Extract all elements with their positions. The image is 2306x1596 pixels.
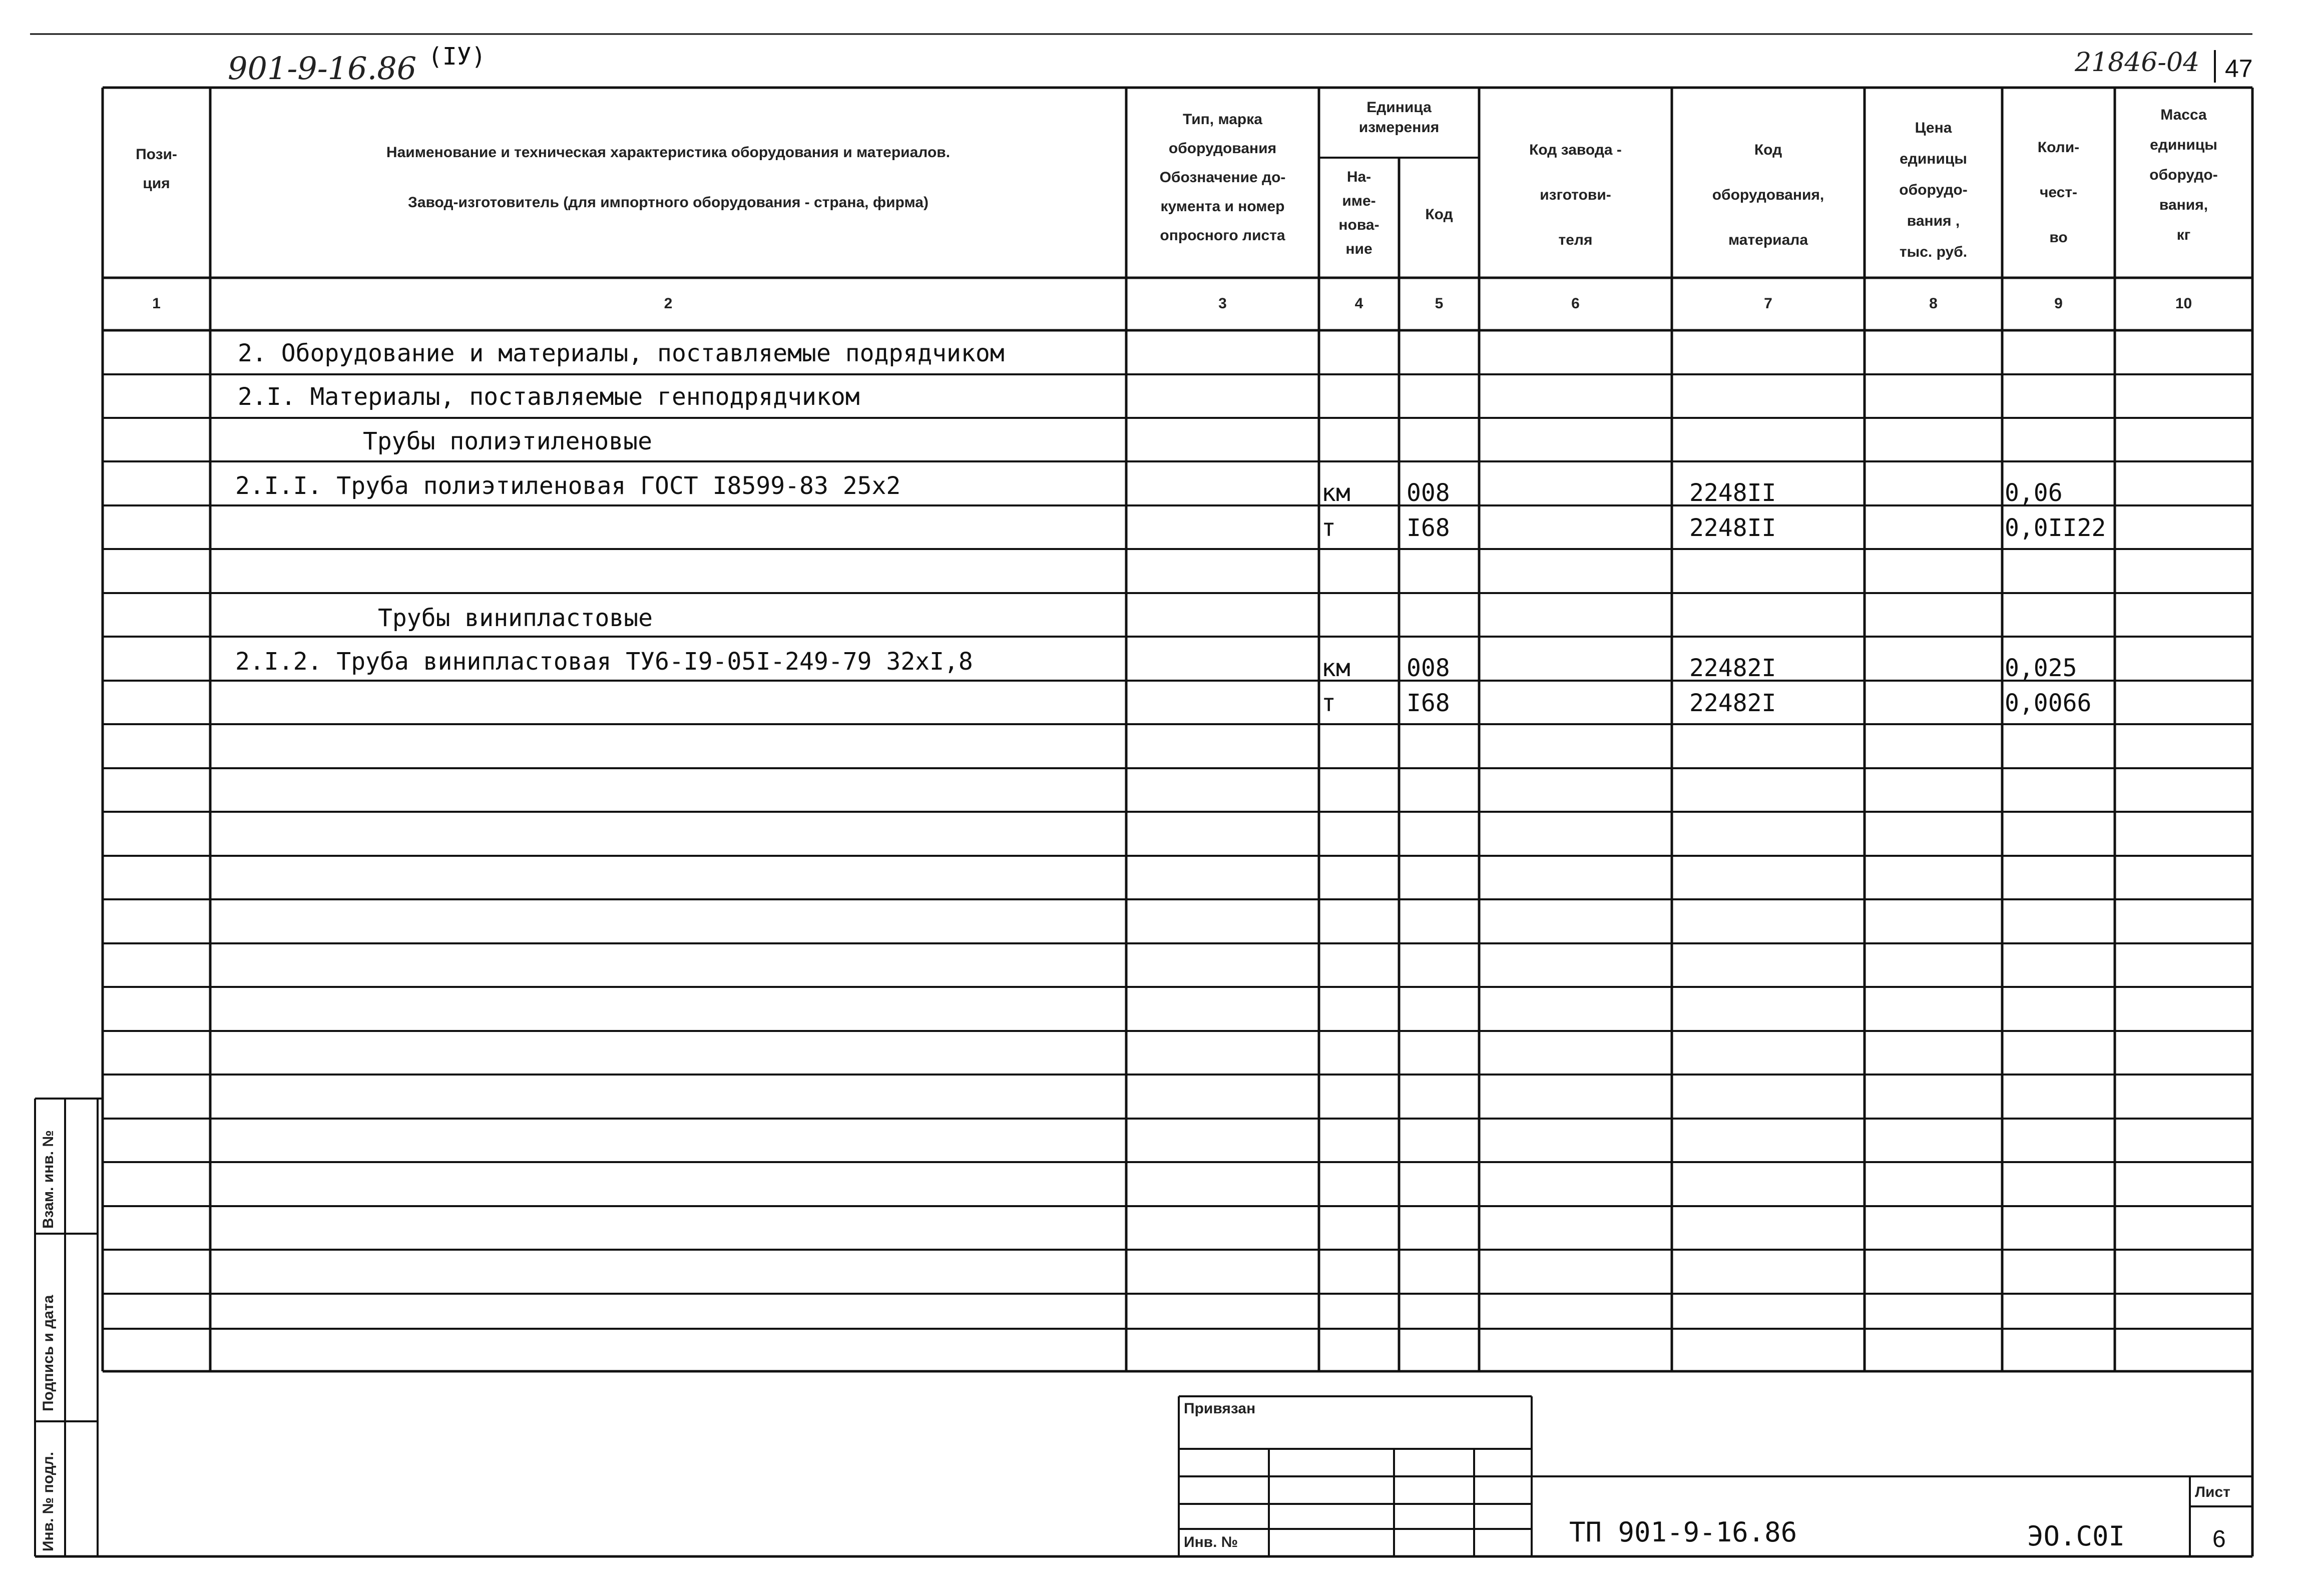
stamp-title: ТП 901-9-16.86 (1569, 1516, 1797, 1548)
stamp-inv-label: Инв. № (1184, 1534, 1238, 1550)
item-pe-code: 008 (1407, 479, 1450, 507)
header-col5: Код (1425, 206, 1453, 223)
inventory-code: 21846-04 (2075, 48, 2200, 78)
header-col1: Пози- ция (136, 146, 177, 192)
item-pvc-qty: 0,025 (2005, 654, 2077, 682)
colnum-9: 9 (2054, 295, 2063, 312)
item-pvc-unit: км (1321, 654, 1350, 682)
colnum-2: 2 (664, 295, 673, 312)
colnum-4: 4 (1354, 295, 1363, 312)
item-pe-qty: 0,06 (2005, 479, 2063, 507)
item-pvc-mat-code: 22482I (1689, 654, 1776, 682)
stamp-sheet-label: Лист (2195, 1484, 2230, 1500)
header-col2: Наименование и техническая характеристика оборудования и материалов. Завод-изготовитель (для импортного оборудования - страна, фирма) (386, 144, 951, 211)
side-label-signature-date: Подпись и дата (40, 1295, 57, 1411)
stamp-code: ЭО.С0I (2027, 1520, 2125, 1552)
item-pe-qty-t: 0,0II22 (2005, 514, 2106, 542)
item-pvc-pipe-name: 2.I.2. Труба винипластовая ТУ6-I9-05I-249-79 32xI,8 (235, 648, 973, 676)
item-pe-unit: км (1321, 479, 1350, 507)
item-pe-unit-t: т (1321, 514, 1336, 542)
header-col4: На- име- нова- ние (1338, 169, 1379, 257)
header-col7: Код оборудования, материала (1712, 142, 1824, 248)
colnum-10: 10 (2175, 295, 2192, 312)
item-pvc-code: 008 (1407, 654, 1450, 682)
item-pe-mat-code: 2248II (1689, 479, 1776, 507)
colnum-5: 5 (1435, 295, 1444, 312)
subsection-heading: 2.I. Материалы, поставляемые генподрядчиком (238, 383, 860, 411)
section-heading: 2. Оборудование и материалы, поставляемые подрядчиком (238, 339, 1005, 367)
colnum-7: 7 (1764, 295, 1772, 312)
group-heading-pvc: Трубы винипластовые (378, 604, 653, 632)
item-pvc-code-t: I68 (1407, 689, 1450, 717)
header-col10: Масса единицы оборудо- вания, кг (2149, 107, 2218, 243)
page-number: 47 (2225, 55, 2253, 83)
header-unit-group: Единица измерения (1358, 99, 1440, 136)
item-pvc-mat-code-t: 22482I (1689, 689, 1776, 717)
item-pe-code-t: I68 (1407, 514, 1450, 542)
header-col6: Код завода - изготови- теля (1529, 142, 1622, 248)
item-pe-pipe-name: 2.I.I. Труба полиэтиленовая ГОСТ I8599-83 25x2 (235, 472, 901, 500)
colnum-1: 1 (152, 295, 161, 312)
item-pe-mat-code-t: 2248II (1689, 514, 1776, 542)
colnum-8: 8 (1929, 295, 1938, 312)
album-number: (IУ) (428, 43, 486, 71)
side-label-inv-original: Инв. № подл. (40, 1451, 57, 1551)
header-col8: Цена единицы оборудо- вания , тыс. руб. (1899, 120, 1968, 260)
header-col9: Коли- чест- во (2037, 139, 2080, 246)
header-col3: Тип, марка оборудования Обозначение до- кумента и номер опросного листа (1159, 111, 1286, 244)
stamp-sheet-number: 6 (2212, 1526, 2226, 1552)
colnum-6: 6 (1571, 295, 1580, 312)
colnum-3: 3 (1218, 295, 1227, 312)
item-pvc-unit-t: т (1321, 689, 1336, 717)
stamp-bound-label: Привязан (1184, 1400, 1256, 1417)
group-heading-pe: Трубы полиэтиленовые (363, 427, 652, 455)
item-pvc-qty-t: 0,0066 (2005, 689, 2092, 717)
doc-code: 901-9-16.86 (228, 50, 417, 87)
side-label-replace-inv: Взам. инв. № (40, 1130, 57, 1229)
